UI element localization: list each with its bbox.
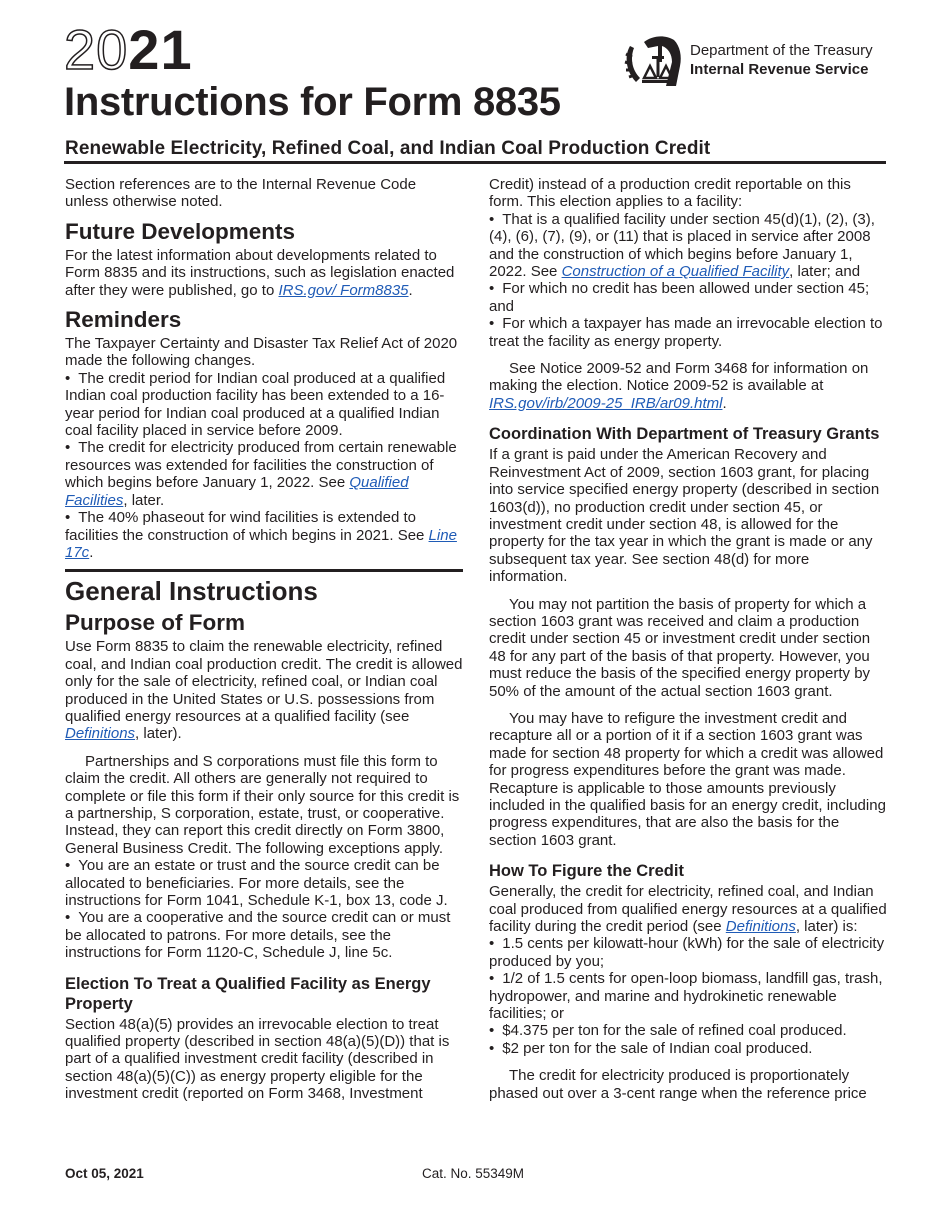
exception-bullet: • You are an estate or trust and the source credit can be allocated to beneficiaries. For more details, see the instructions for Form 1041, Schedule K-1, box 13, code J. bbox=[65, 857, 463, 909]
left-column bbox=[65, 176, 463, 1103]
notice-text: See Notice 2009-52 and Form 3468 for information on making the election. Notice 2009-52 is available at IRS.gov/irb/2009-25_IRB/ar09.html. bbox=[489, 360, 869, 412]
line-17c-link[interactable]: Line 17c bbox=[65, 526, 457, 561]
purpose-text: Use Form 8835 to claim the renewable electricity, refined coal, and Indian coal production credit. The credit is allowed only for the sale of electricity, refined coal, or Indian coal produced in the United States or U.S. possessions from qualified energy resources at a qualified facility (see Definitions, later). bbox=[65, 638, 463, 743]
coordination-text: If a grant is paid under the American Recovery and Reinvestment Act of 2009, section 1603 grant, for placing into service specified energy property (described in section 1603(d)), no production credit under section 45, or investment credit under section 48, is allowed for the property for the tax year in which the grant is made or any subsequent tax year. See section 48(d) for more information. bbox=[489, 446, 880, 586]
reminder-bullet: • The credit for electricity produced from certain renewable resources was extended for facilities the construction of which begins before January 1, 2022. See Qualified Facilities, later. bbox=[65, 439, 463, 509]
general-instructions-heading: General Instructions bbox=[65, 576, 318, 607]
phaseout-text: The credit for electricity produced is proportionately phased out over a 3-cent range when the reference price bbox=[489, 1067, 867, 1102]
credit-rate-bullet: • $2 per ton for the sale of Indian coal produced. bbox=[489, 1040, 887, 1057]
credit-rate-bullet: • $4.375 per ton for the sale of refined coal produced. bbox=[489, 1022, 887, 1039]
right-column bbox=[489, 176, 887, 1102]
figure-credit-heading: How To Figure the Credit bbox=[489, 862, 684, 881]
agency-irs: Internal Revenue Service bbox=[690, 61, 869, 78]
reminders-heading: Reminders bbox=[65, 307, 182, 333]
year-bold-digits: 21 bbox=[128, 18, 193, 81]
irs-form8835-link[interactable]: IRS.gov/ Form8835 bbox=[278, 281, 409, 299]
exception-bullet: • You are a cooperative and the source credit can or must be allocated to patrons. For more details, see the instructions for Form 1120-C, Schedule J, line 5c. bbox=[65, 909, 463, 961]
election-bullet: • For which no credit has been allowed under section 45; and bbox=[489, 280, 887, 315]
figure-credit-intro: Generally, the credit for electricity, refined coal, and Indian coal produced from qualified energy resources at a qualified facility during the credit period (see Definitions, later) is: bbox=[489, 883, 887, 936]
definitions-link[interactable]: Definitions bbox=[65, 725, 136, 743]
partition-text: You may not partition the basis of property for which a section 1603 grant was received and claim a production credit under section 45 or investment credit under section 48 for any part of the basis of that property. However, you must reduce the basis of the specified energy property by 50% of the amount of the actual section 1603 grant. bbox=[489, 595, 871, 700]
form-year bbox=[64, 18, 193, 81]
page-subtitle: Renewable Electricity, Refined Coal, and Indian Coal Production Credit bbox=[65, 138, 711, 159]
election-continued-text: Credit) instead of a production credit reportable on this form. This election applies to a facility: bbox=[489, 176, 851, 211]
notice-2009-52-link[interactable]: IRS.gov/irb/2009-25_IRB/ar09.html bbox=[489, 394, 723, 412]
footer-catalog-number: Cat. No. 55349M bbox=[422, 1166, 525, 1181]
future-developments-heading: Future Developments bbox=[65, 218, 296, 244]
credit-rate-bullet: • 1/2 of 1.5 cents for open-loop biomass, landfill gas, trash, hydropower, and marine and hydrokinetic renewable facilities; or bbox=[489, 970, 887, 1022]
election-bullet: • For which a taxpayer has made an irrevocable election to treat the facility as energy property. bbox=[489, 315, 887, 350]
reminder-bullet: • The 40% phaseout for wind facilities is extended to facilities the construction of which begins in 2021. See Line 17c. bbox=[65, 509, 463, 561]
election-text: Section 48(a)(5) provides an irrevocable election to treat qualified property (described in section 48(a)(5)(D)) that is part of a qualified investment credit facility (described in section 48(a)(5)(C)) as energy property eligible for the investment credit (reported on Form 3468, Investment bbox=[65, 1015, 450, 1103]
agency-block bbox=[622, 32, 873, 88]
definitions-link[interactable]: Definitions bbox=[725, 918, 796, 936]
footer-date: Oct 05, 2021 bbox=[65, 1166, 144, 1181]
intro-text: Section references are to the Internal Revenue Code unless otherwise noted. bbox=[65, 176, 417, 211]
refigure-text: You may have to refigure the investment credit and recapture all or a portion of it if a section 1603 grant was made for section 48 property for which a credit was allowed for progress expenditures before the grant was made. Recapture is applicable to those amounts previously included in the qualified basis for an energy credit, including progress expenditures, that are also the basis for the section 1603 grant. bbox=[489, 709, 886, 849]
reminder-bullet: • The credit period for Indian coal produced at a qualified Indian coal production facility has been extended to a 16-year period for Indian coal produced at a qualified Indian coal facility placed in service before 2009. bbox=[65, 370, 463, 440]
year-outline-digits: 20 bbox=[64, 18, 129, 81]
coordination-heading: Coordination With Department of Treasury Grants bbox=[489, 425, 880, 444]
irs-eagle-logo-icon bbox=[622, 32, 686, 88]
agency-department: Department of the Treasury bbox=[690, 42, 873, 59]
credit-rate-bullet: • 1.5 cents per kilowatt-hour (kWh) for the sale of electricity produced by you; bbox=[489, 935, 887, 970]
qualified-facilities-link[interactable]: Qualified Facilities bbox=[65, 474, 409, 509]
election-bullet: • That is a qualified facility under section 45(d)(1), (2), (3), (4), (6), (7), (9), or (11) that is placed in service after 2008 and the construction of which begins before January 1, 2022. See Construction of a Qualified Facility, later; and bbox=[489, 211, 887, 281]
election-heading: Election To Treat a Qualified Facility as Energy Property bbox=[65, 974, 431, 1013]
partnerships-text: Partnerships and S corporations must file this form to claim the credit. All others are generally not required to complete or file this form if their only source for this credit is a partnership, S corporation, estate, trust, or cooperative. Instead, they can report this credit directly on Form 3800, General Business Credit. The following exceptions apply. bbox=[65, 752, 460, 857]
construction-qualified-facility-link[interactable]: Construction of a Qualified Facility bbox=[561, 263, 790, 281]
purpose-of-form-heading: Purpose of Form bbox=[65, 610, 246, 636]
reminders-intro: The Taxpayer Certainty and Disaster Tax Relief Act of 2020 made the following changes. bbox=[65, 335, 458, 370]
header-divider bbox=[64, 161, 886, 164]
section-divider bbox=[65, 569, 463, 572]
page-title: Instructions for Form 8835 bbox=[64, 80, 561, 124]
future-developments-text: For the latest information about developments related to Form 8835 and its instructions, such as legislation enacted after they were published, go to IRS.gov/ Form8835. bbox=[65, 246, 455, 299]
